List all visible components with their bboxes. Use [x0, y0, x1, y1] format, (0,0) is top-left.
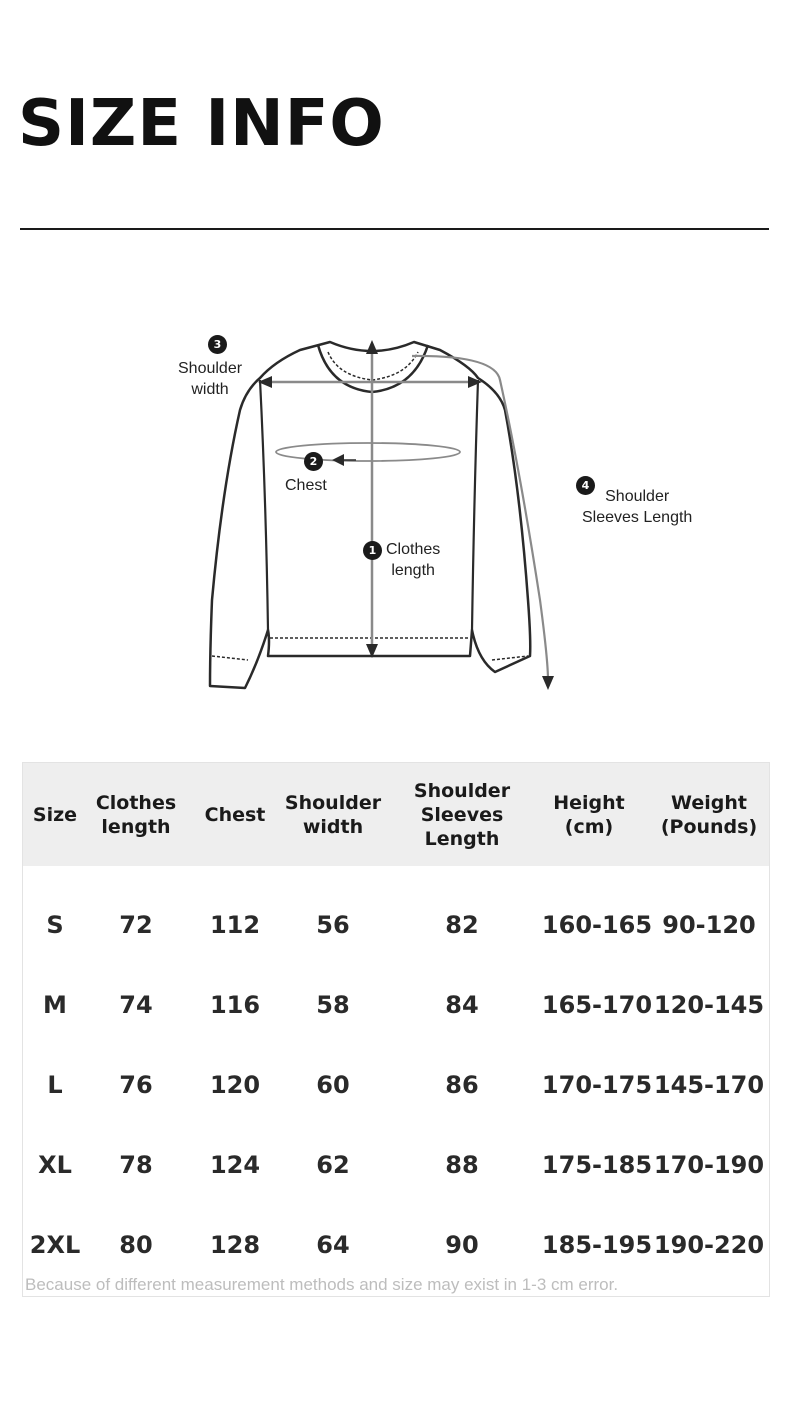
cell-clothes-length: 74 [119, 991, 153, 1019]
cell-shoulder-sleeves-length: 90 [445, 1231, 479, 1259]
measurement-note: Because of different measurement methods and size may exist in 1-3 cm error. [25, 1275, 619, 1294]
cell-size: XL [38, 1151, 72, 1179]
callout-1-badge: 1 [363, 541, 382, 560]
cell-clothes-length: 80 [119, 1231, 153, 1259]
cell-shoulder-width: 58 [316, 991, 350, 1019]
cell-weight: 120-145 [653, 991, 765, 1019]
header-chest: Chest [204, 803, 266, 826]
header-shoulder-width: Shoulder width [284, 791, 382, 838]
cell-clothes-length: 78 [119, 1151, 153, 1179]
table-row [23, 965, 769, 1045]
table-row [23, 1125, 769, 1205]
cell-clothes-length: 76 [119, 1071, 153, 1099]
cell-height: 160-165 [541, 911, 653, 939]
header-shoulder-sleeves-length: Shoulder Sleeves Length [413, 779, 511, 850]
callout-3-badge: 3 [208, 335, 227, 354]
cell-weight: 170-190 [653, 1151, 765, 1179]
cell-weight: 90-120 [662, 911, 756, 939]
cell-shoulder-sleeves-length: 82 [445, 911, 479, 939]
cell-chest: 120 [209, 1071, 261, 1099]
sleeve-length-arrow [542, 676, 554, 690]
cell-shoulder-width: 60 [316, 1071, 350, 1099]
page-title: SIZE INFO [18, 87, 385, 161]
cell-weight: 190-220 [653, 1231, 765, 1259]
title-divider [20, 228, 769, 230]
cell-height: 185-195 [541, 1231, 653, 1259]
header-clothes-length: Clothes length [95, 791, 177, 838]
cell-chest: 112 [209, 911, 261, 939]
table-row [23, 1205, 769, 1285]
sweatshirt-diagram [0, 300, 790, 720]
cell-chest: 128 [209, 1231, 261, 1259]
size-table [22, 762, 770, 1297]
clothes-length-arrow-top [366, 340, 378, 354]
cell-size: M [43, 991, 67, 1019]
cell-size: S [46, 911, 64, 939]
header-size: Size [32, 803, 78, 826]
cell-shoulder-width: 56 [316, 911, 350, 939]
sweatshirt-outline [210, 342, 530, 688]
cell-height: 170-175 [541, 1071, 653, 1099]
callout-2-badge: 2 [304, 452, 323, 471]
callout-2-label: Chest [285, 477, 327, 494]
callout-4-badge: 4 [576, 476, 595, 495]
table-row [23, 1045, 769, 1125]
cell-shoulder-sleeves-length: 88 [445, 1151, 479, 1179]
cell-chest: 116 [209, 991, 261, 1019]
cell-height: 175-185 [541, 1151, 653, 1179]
cell-size: 2XL [29, 1231, 81, 1259]
cell-shoulder-width: 62 [316, 1151, 350, 1179]
cell-height: 165-170 [541, 991, 653, 1019]
cell-clothes-length: 72 [119, 911, 153, 939]
cell-shoulder-width: 64 [316, 1231, 350, 1259]
cell-chest: 124 [209, 1151, 261, 1179]
callout-1-label: Clothes length [386, 541, 441, 579]
cell-shoulder-sleeves-length: 84 [445, 991, 479, 1019]
callout-4-label: Shoulder Sleeves Length [582, 488, 693, 526]
cell-size: L [47, 1071, 63, 1099]
cell-shoulder-sleeves-length: 86 [445, 1071, 479, 1099]
table-row [23, 885, 769, 965]
size-table-header [23, 763, 769, 866]
header-weight: Weight (Pounds) [660, 791, 758, 838]
callout-3-label: Shoulder width [178, 360, 243, 398]
cell-weight: 145-170 [653, 1071, 765, 1099]
header-height: Height (cm) [553, 791, 625, 838]
